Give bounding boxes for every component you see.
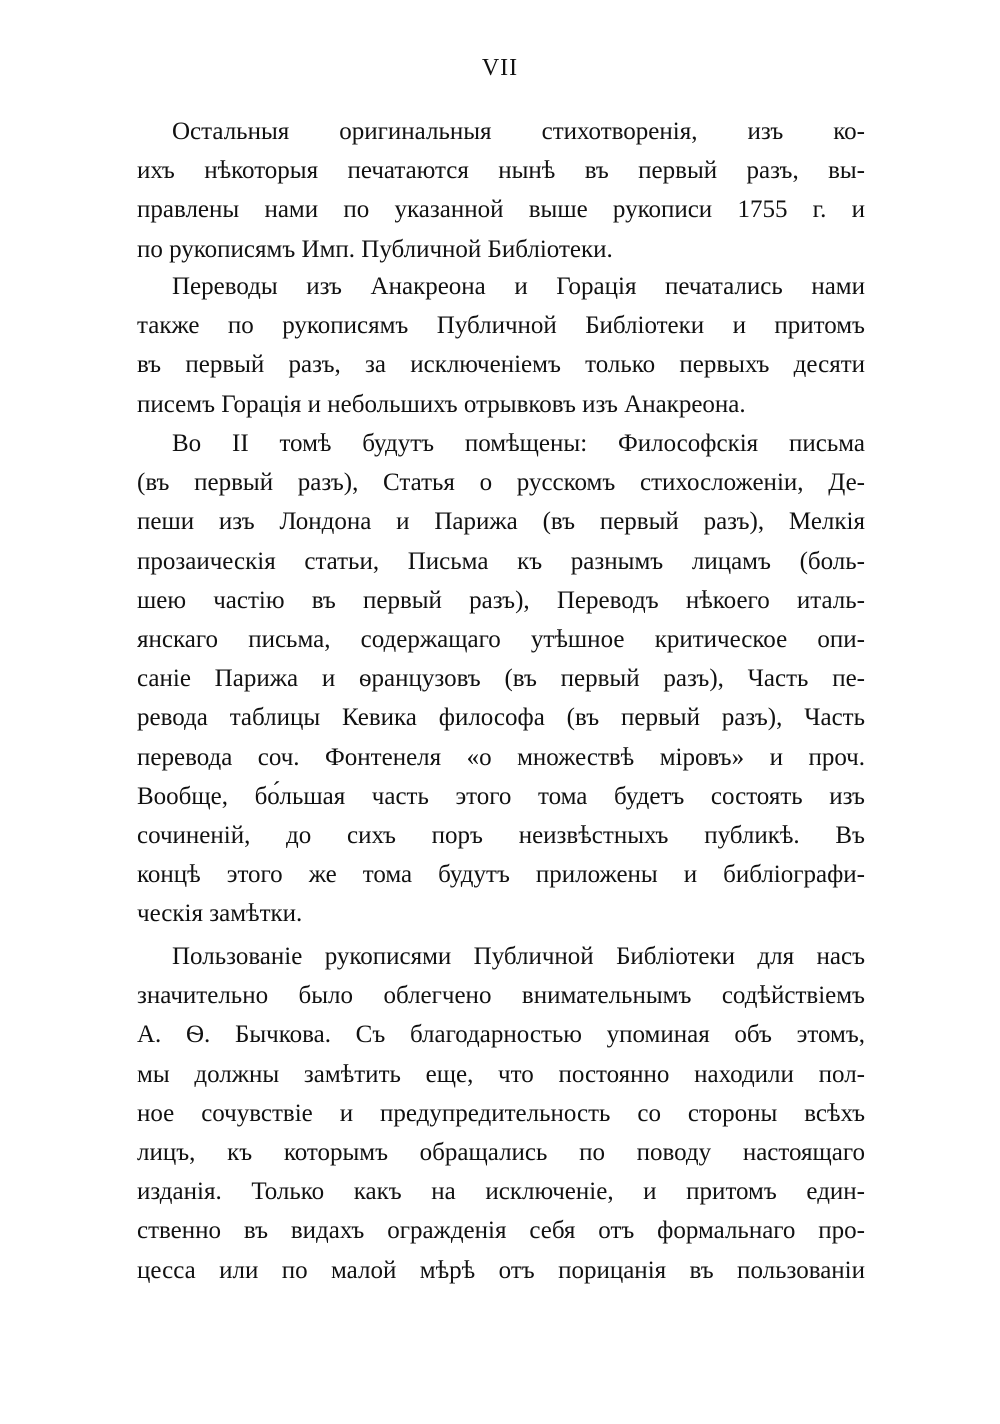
paragraph-1 (137, 112, 865, 269)
paragraph-line: въ первый разъ, за исключеніемъ только первыхъ десяти (137, 351, 865, 379)
paragraph-line: (въ первый разъ), Статья о русскомъ стихосложеніи, Де- (137, 469, 865, 497)
paragraph-line: перевода соч. Фонтенеля «о множествѣ міровъ» и проч. (137, 743, 865, 771)
paragraph-line: ихъ нѣкоторыя печатаются нынѣ въ первый разъ, вы- (137, 157, 865, 185)
paragraph-line: пеши изъ Лондона и Парижа (въ первый разъ), Мелкія (137, 508, 865, 536)
paragraph-line: ревода таблицы Кевика философа (въ первый разъ), Часть (137, 704, 865, 732)
paragraph-line: мы должны замѣтить еще, что постоянно находили пол- (137, 1060, 865, 1088)
paragraph-line: саніе Парижа и ѳранцузовъ (въ первый разъ), Часть пе- (137, 665, 865, 693)
paragraph-line: янскаго письма, содержащаго утѣшное критическое опи- (137, 625, 865, 653)
paragraph-line: по рукописямъ Имп. Публичной Библіотеки. (137, 235, 613, 263)
paragraph-line: Вообще, бо́льшая часть этого тома будетъ состоять изъ (137, 782, 865, 810)
paragraph-line: А. Ѳ. Бычкова. Съ благодарностью упоминая объ этомъ, (137, 1021, 865, 1049)
paragraph-line: Остальныя оригинальныя стихотворенія, изъ ко- (172, 118, 865, 145)
paragraph-line: цесса или по малой мѣрѣ отъ порицанія въ пользованіи (137, 1256, 865, 1284)
paragraph-line: Переводы изъ Анакреона и Горація печатались нами (172, 273, 865, 300)
paragraph-line: Во II томѣ будутъ помѣщены: Философскія письма (172, 430, 865, 457)
paragraph-4 (137, 937, 865, 1290)
paragraph-line: ное сочувствіе и предупредительность со стороны всѣхъ (137, 1099, 865, 1127)
paragraph-line: лицъ, къ которымъ обращались по поводу настоящаго (137, 1138, 865, 1166)
paragraph-line: концѣ этого же тома будутъ приложены и библіографи- (137, 861, 865, 889)
paragraph-line: изданія. Только какъ на исключеніе, и притомъ един- (137, 1178, 865, 1206)
paragraph-line: ческія замѣтки. (137, 900, 303, 928)
paragraph-line: ственно въ видахъ огражденія себя отъ формальнаго про- (137, 1217, 865, 1245)
paragraph-line: значительно было облегчено внимательнымъ содѣйствіемъ (137, 982, 865, 1010)
paragraph-line: шею частію въ первый разъ), Переводъ нѣкоего италь- (137, 586, 865, 614)
paragraph-line: сочиненій, до сихъ поръ неизвѣстныхъ публикѣ. Въ (137, 821, 865, 849)
page-number: VII (481, 55, 519, 81)
paragraph-line: Пользованіе рукописями Публичной Библіотеки для насъ (172, 943, 865, 970)
paragraph-line: писемъ Горація и небольшихъ отрывковъ изъ Анакреона. (137, 390, 746, 418)
paragraph-3 (137, 424, 865, 933)
paragraph-line: прозаическія статьи, Письма къ разнымъ лицамъ (боль- (137, 547, 865, 575)
paragraph-line: правлены нами по указанной выше рукописи 1755 г. и (137, 196, 865, 224)
paragraph-2 (137, 267, 865, 424)
paragraph-line: также по рукописямъ Публичной Библіотеки и притомъ (137, 312, 865, 340)
